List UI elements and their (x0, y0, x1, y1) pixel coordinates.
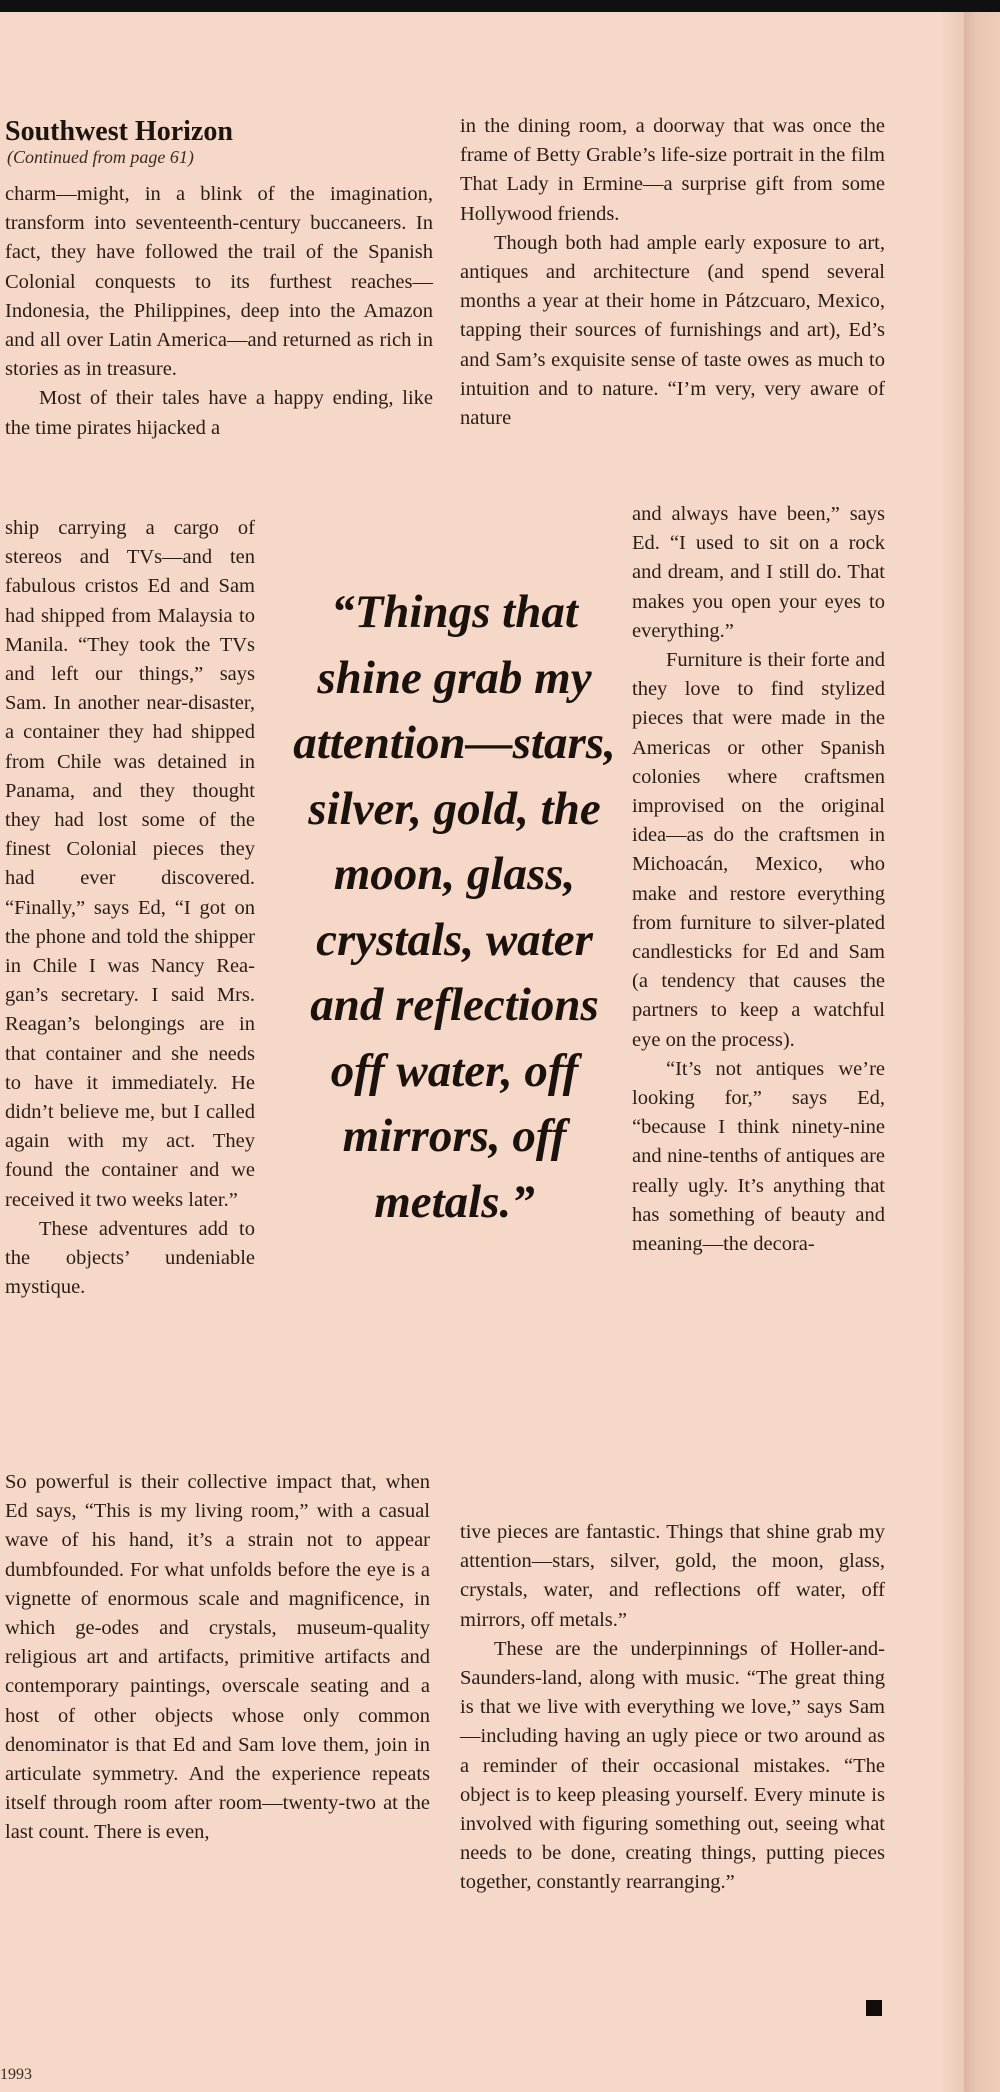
left-column-bottom (5, 1468, 430, 2068)
paragraph: Furniture is their forte and they love to find stylized pieces that were made in the Americas or other Spanish colonies where craftsmen improvised on the original idea—as do the craftsmen in Michoacán, Mexico, who make and restore everything from furniture to silver-plated candlesticks for Ed and Sam (a tendency that causes the partners to keep a watchful eye on the process). (632, 649, 885, 1051)
paragraph: and always have been,” says Ed. “I used to sit on a rock and dream, and I still do. That makes you open your eyes to everything.” (632, 503, 885, 642)
page-gutter (964, 12, 1000, 2092)
paragraph: tive pieces are fantastic. Things that shine grab my attention—stars, silver, gold, the moon, glass, crystals, water, and reflections off water, off mirrors, off metals.” (460, 1521, 885, 1631)
paragraph: charm—might, in a blink of the imagination, transform into seventeenth-century buccaneers. In fact, they have followed the trail of the Spanish Colonial conquests to its furthest reaches—Indonesia, the Philippines, deep into the Amazon and all over Latin America—and returned as rich in stories as in treasure. (5, 183, 433, 381)
paragraph: in the dining room, a doorway that was once the frame of Betty Grable’s life-size portrait in the film That Lady in Ermine—a surprise gift from some Hollywood friends. (460, 115, 885, 225)
article-title: Southwest Horizon (5, 116, 233, 147)
right-column-top (460, 112, 885, 497)
continuation-note: (Continued from page 61) (7, 147, 194, 167)
top-edge (0, 0, 1000, 12)
paragraph: Though both had ample early exposure to art, antiques and architecture (and spend several months a year at their home in Pátzcuaro, Mexico, tapping their sources of furnishings and art), Ed’s and Sam’s exquisite sense of taste owes as much to intuition and to nature. “I’m very, very aware of nature (460, 231, 885, 430)
left-column-top (5, 180, 433, 500)
pull-quote: “Things that shine grab my attention—stars, silver, gold, the moon, glass, crystals, water and reflections off water, off mirrors, off metals.” (293, 586, 616, 1228)
right-column-bottom (460, 1518, 885, 2078)
paragraph: ship carrying a cargo of stereos and TVs—and ten fabulous cristos Ed and Sam had shipped from Malaysia to Manila. “They took the TVs and left our things,” says Sam. In another near-disaster, a container they had shipped from Chile was detained in Panama, and they thought they had lost some of the finest Colonial pieces they had ever discovered. “Finally,” says Ed, “I got on the phone and told the shipper in Chile I was Nancy Reagan’s secretary. I said Mrs. Reagan’s belongings are in that container and she needs to have it immediately. He didn’t believe me, but I called again with my act. They found the container and we received it two weeks later.” (5, 517, 255, 1211)
paragraph: These are the underpinnings of Holler-and-Saunders-land, along with music. “The great thing is that we live with everything we love,” says Sam—including having an ugly piece or two around as a reminder of their occasional mistakes. “The object is to keep pleasing yourself. Every minute is involved with figuring something out, seeing what needs to be done, creating things, putting pieces together, constantly rearranging.” (460, 1637, 885, 1894)
end-mark-icon (866, 2000, 882, 2016)
paragraph: “It’s not antiques we’re looking for,” says Ed, “because I think ninety-nine and nine-tenths of antiques are really ugly. It’s anything that has something of beauty and meaning—the decora- (632, 1057, 885, 1256)
page-folio: 1993 (0, 2066, 32, 2083)
paragraph: These adventures add to the objects’ undeniable mystique. (5, 1217, 255, 1299)
gutter-shadow (940, 12, 964, 2092)
paragraph: Most of their tales have a happy ending, like the time pirates hijacked a (5, 387, 433, 439)
paragraph: So powerful is their collective impact that, when Ed says, “This is my living room,” with a casual wave of his hand, it’s a strain not to appear dumbfounded. For what unfolds before the eye is a vignette of enormous scale and magnificence, in which ge-odes and crystals, museum-quality religious art and artifacts, primitive artifacts and contemporary paintings, overscale seating and a host of other objects whose only common denominator is that Ed and Sam love them, join in articulate symmetry. And the experience repeats itself through room after room—twenty-two at the last count. There is even, (5, 1471, 430, 1844)
left-column-narrow (5, 514, 255, 1464)
right-column-narrow (632, 500, 885, 1515)
